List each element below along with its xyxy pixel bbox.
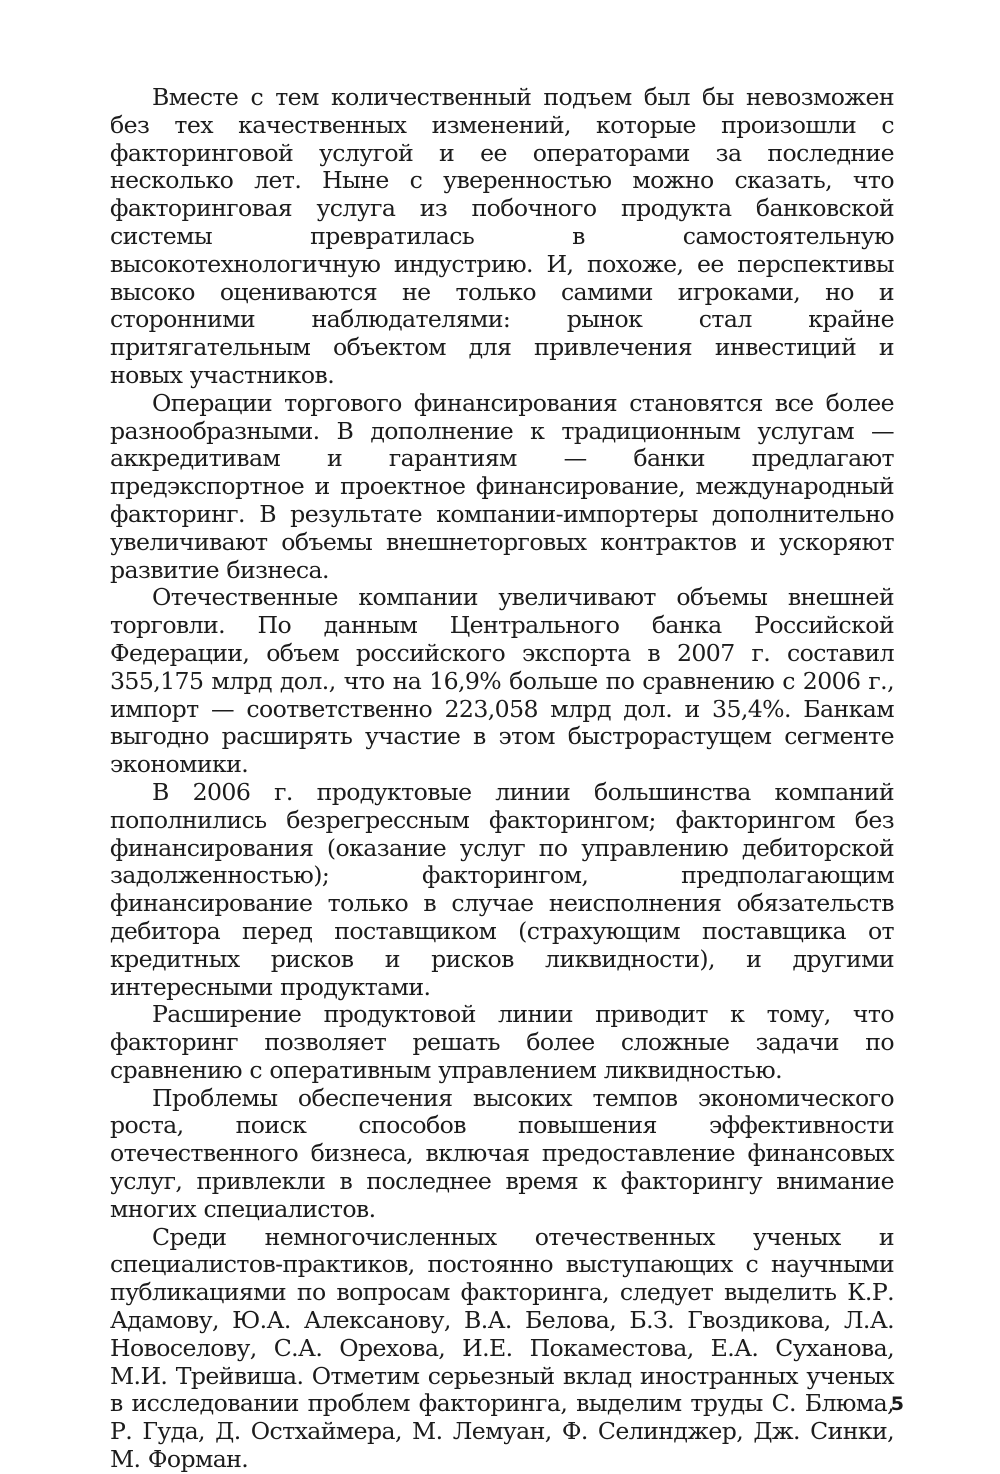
paragraph: Операции торгового финансирования становятся все более разнообразными. В дополнение к традиционным услугам — аккредитивам и гарантиям — банки предлагают предэкспортное и проектное финансирование, международный факторинг. В результате компании-импортеры дополнительно увеличивают объемы внешнеторговых контрактов и ускоряют развитие бизнеса.: [110, 388, 894, 584]
paragraph: Вместе с тем количественный подъем был бы невозможен без тех качественных изменений, которые произошли с факторинговой услугой и ее операторами за последние несколько лет. Ныне с уверенностью можно сказать, что факторинговая услуга из побочного продукта банковской системы превратилась в самостоятельную высокотехнологичную индустрию. И, похоже, ее перспективы высоко оцениваются не только самими игроками, но и сторонними наблюдателями: рынок стал крайне притягательным объектом для привлечения инвестиций и новых участников.: [110, 83, 894, 389]
text-column: [110, 84, 894, 1474]
paragraph: Отечественные компании увеличивают объемы внешней торговли. По данным Центрального банка Российской Федерации, объем российского экспорта в 2007 г. составил 355,175 млрд дол., что на 16,9% больше по сравнению с 2006 г., импорт — соответственно 223,058 млрд дол. и 35,4%. Банкам выгодно расширять участие в этом быстрорастущем сегменте экономики.: [110, 583, 894, 779]
paragraph: Среди немногочисленных отечественных ученых и специалистов-практиков, постоянно выступающих с научными публикациями по вопросам факторинга, следует выделить К.Р. Адамову, Ю.А. Алексанову, В.А. Белова, Б.З. Гвоздикова, Л.А. Новоселову, С.А. Орехова, И.Е. Покаместова, Е.А. Суханова, М.И. Трейвиша. Отметим серьезный вклад иностранных ученых в исследовании проблем факторинга, выделим труды С. Блюма, Р. Гуда, Д. Остхаймера, М. Лемуан, Ф. Селинджер, Дж. Синки, М. Форман.: [110, 1222, 894, 1474]
paragraph: Расширение продуктовой линии приводит к тому, что факторинг позволяет решать более сложные задачи по сравнению с оперативным управлением ликвидностью.: [110, 1000, 894, 1084]
paragraph: Проблемы обеспечения высоких темпов экономического роста, поиск способов повышения эффективности отечественного бизнеса, включая предоставление финансовых услуг, привлекли в последнее время к факторингу внимание многих специалистов.: [110, 1083, 894, 1223]
page-number: 5: [890, 1393, 904, 1415]
paragraph: В 2006 г. продуктовые линии большинства компаний пополнились безрегрессным факторингом; факторингом без финансирования (оказание услуг по управлению дебиторской задолженностью); факторингом, предполагающим финансирование только в случае неисполнения обязательств дебитора перед поставщиком (страхующим поставщика от кредитных рисков и рисков ликвидности), и другими интересными продуктами.: [110, 777, 894, 1001]
